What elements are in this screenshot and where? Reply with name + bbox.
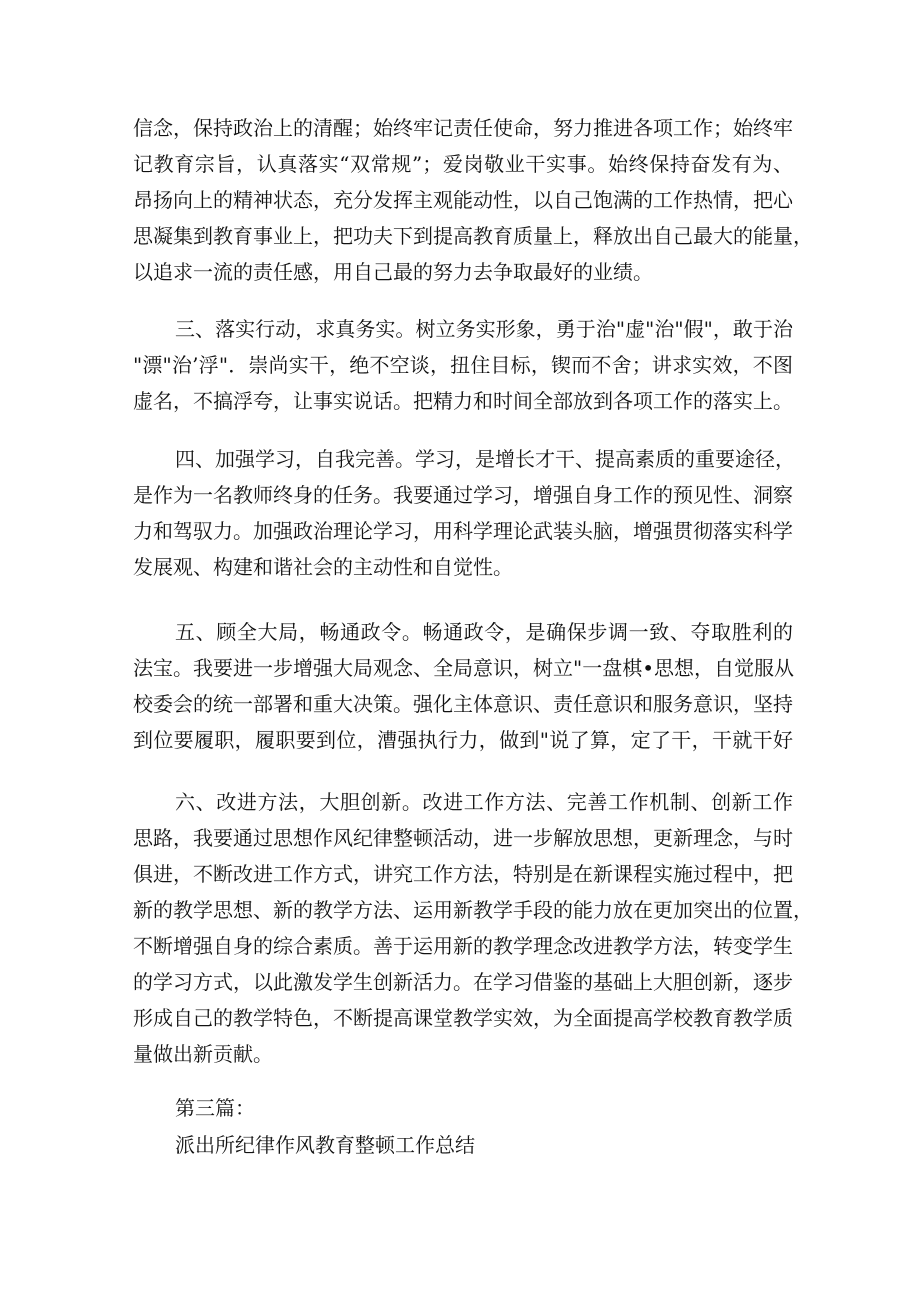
text-line: 到位要履职，履职要到位，漕强执行力，做到"说了算，定了干，干就干好 <box>133 728 793 752</box>
text-line: 的学习方式，以此激发学生创新活力。在学习借鉴的基础上大胆创新，逐步 <box>133 970 793 994</box>
text-line: 校委会的统一部署和重大决策。强化主体意识、责任意识和服务意识，坚持 <box>133 692 793 716</box>
text-line: 是作为一名教师终身的任务。我要通过学习，增强自身工作的预见性、洞察 <box>133 483 793 507</box>
text-line: 以追求一流的责任感，用自己最的努力去争取最好的业绩。 <box>133 260 653 284</box>
text-line: 记教育宗旨，认真落实“双常规”；爱岗敬业干实事。始终保持奋发有为、 <box>133 152 793 176</box>
section-title: 派出所纪律作风教育整顿工作总结 <box>175 1133 475 1157</box>
paragraph-three <box>133 311 793 419</box>
text-line: 信念，保持政治上的清醒；始终牢记责任使命，努力推进各项工作；始终牢 <box>133 116 793 140</box>
text-line: 昂扬向上的精神状态，充分发挥主观能动性，以自己饱满的工作热情，把心 <box>133 188 793 212</box>
section-label: 第三篇： <box>175 1096 255 1120</box>
paragraph-four <box>133 441 793 585</box>
text-line: 思路，我要通过思想作风纪律整顿活动，进一步解放思想，更新理念，与时 <box>133 826 793 850</box>
paragraph-five <box>133 614 793 758</box>
text-line: "漂"治’浮"．崇尚实干，绝不空谈，扭住目标，锲而不舍；讲求实效，不图 <box>133 353 793 377</box>
text-line: 六、改进方法，大胆创新。改进工作方法、完善工作机制、创新工作 <box>175 790 793 814</box>
text-line: 不断增强自身的综合素质。善于运用新的教学理念改进教学方法，转变学生 <box>133 934 793 958</box>
text-line: 四、加强学习，自我完善。学习，是增长才干、提高素质的重要途径， <box>175 447 795 471</box>
text-line: 思凝集到教育事业上，把功夫下到提高教育质量上，释放出自己最大的能量， <box>133 224 813 248</box>
paragraph-six <box>133 784 813 1072</box>
text-line: 法宝。我要进一步增强大局观念、全局意识，树立"一盘棋•思想，自觉服从 <box>133 656 794 680</box>
text-line: 三、落实行动，求真务实。树立务实形象，勇于治"虚"治"假"，敢于治 <box>175 317 793 341</box>
text-line: 量做出新贡献。 <box>133 1042 273 1066</box>
text-line: 力和驾驭力。加强政治理论学习，用科学理论武装头脑，增强贯彻落实科学 <box>133 519 793 543</box>
paragraph-continuation <box>133 110 813 290</box>
text-line: 新的教学思想、新的教学方法、运用新教学手段的能力放在更加突出的位置， <box>133 898 813 922</box>
text-line: 形成自己的教学特色，不断提高课堂教学实效，为全面提高学校教育教学质 <box>133 1006 793 1030</box>
text-line: 发展观、构建和谐社会的主动性和自觉性。 <box>133 555 513 579</box>
text-line: 俱进，不断改进工作方式，讲究工作方法，特别是在新课程实施过程中，把 <box>133 862 793 886</box>
text-line: 五、顾全大局，畅通政令。畅通政令，是确保步调一致、夺取胜利的 <box>175 620 793 644</box>
text-line: 虚名，不搞浮夸，让事实说话。把精力和时间全部放到各项工作的落实上。 <box>133 389 793 413</box>
